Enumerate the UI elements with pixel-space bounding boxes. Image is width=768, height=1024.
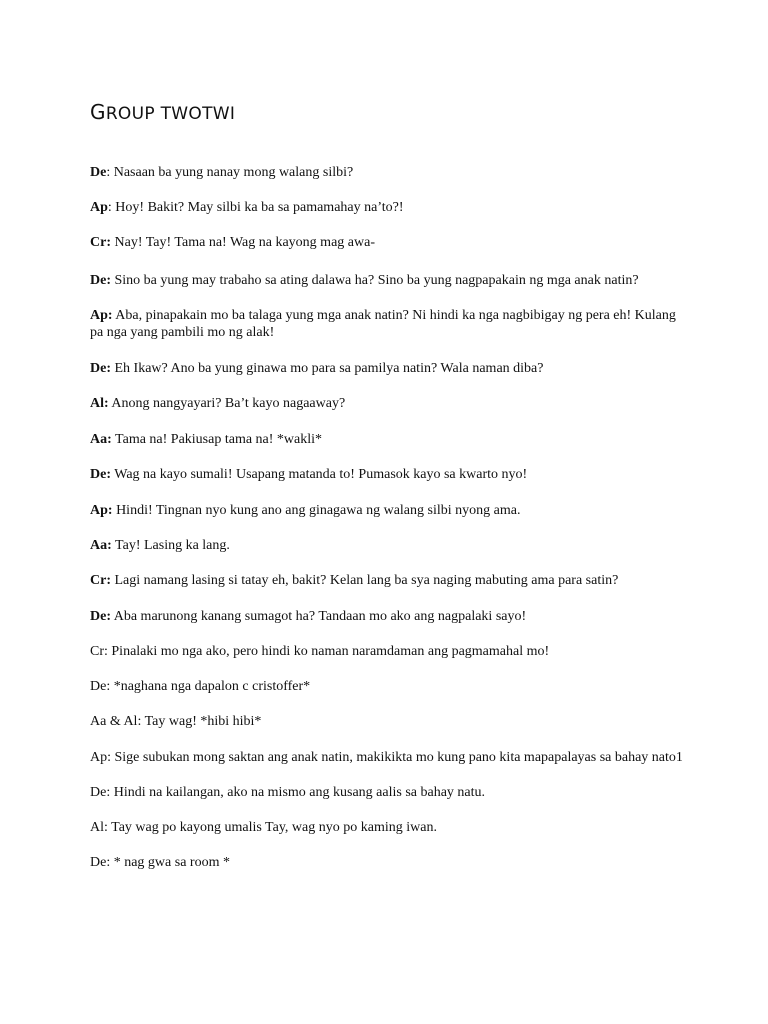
dialogue-line: [90, 819, 690, 836]
speaker: Ap:: [90, 503, 113, 518]
dialogue-line: De: Nasaan ba yung nanay mong walang silbi?: [90, 165, 354, 180]
dialogue-text: Hindi! Tingnan nyo kung ano ang ginagawa ng walang silbi nyong ama.: [112, 503, 521, 518]
speaker: De:: [90, 273, 111, 288]
dialogue-line: [90, 360, 690, 377]
speaker: Ap:: [90, 308, 113, 323]
dialogue-text: Aba, pinapakain mo ba talaga yung mga anak natin? Ni hindi ka nga nagbibigay ng pera eh! Kulang pa nga yang pambili mo ng alak!: [90, 308, 676, 340]
dialogue-line: [90, 749, 690, 766]
title-initial: G: [90, 100, 106, 124]
dialogue-text: De: * nag gwa sa room *: [90, 855, 230, 870]
dialogue-line: [90, 608, 690, 625]
dialogue-line: [90, 784, 690, 801]
dialogue-text: Nasaan ba yung nanay mong walang silbi?: [110, 165, 354, 180]
speaker: De: [90, 165, 107, 180]
dialogue-line: [90, 272, 690, 289]
dialogue-text: Wag na kayo sumali! Usapang matanda to! Pumasok kayo sa kwarto nyo!: [111, 467, 528, 482]
dialogue-line: [90, 395, 690, 412]
dialogue-line: [90, 572, 690, 589]
dialogue-line: [90, 713, 690, 730]
dialogue-line: [90, 466, 690, 483]
speaker: Aa:: [90, 538, 112, 553]
dialogue-text: Nay! Tay! Tama na! Wag na kayong mag awa-: [111, 235, 375, 250]
dialogue-line: [90, 307, 690, 341]
dialogue-text: Tay! Lasing ka lang.: [111, 538, 230, 553]
speaker: De:: [90, 609, 111, 624]
speaker: Al:: [90, 396, 109, 411]
dialogue-text: Lagi namang lasing si tatay eh, bakit? Kelan lang ba sya naging mabuting ama para satin?: [111, 573, 619, 588]
title-rest: ROUP TWOTWI: [105, 104, 236, 124]
dialogue-text: Al: Tay wag po kayong umalis Tay, wag nyo po kaming iwan.: [90, 820, 437, 835]
dialogue-line: Ap: Hoy! Bakit? May silbi ka ba sa pamamahay na’to?!: [90, 200, 404, 215]
dialogue-text: Aba marunong kanang sumagot ha? Tandaan mo ako ang nagpalaki sayo!: [111, 609, 527, 624]
dialogue-text: Sino ba yung may trabaho sa ating dalawa ha? Sino ba yung nagpapakain ng mga anak natin?: [111, 273, 639, 288]
dialogue-text: Eh Ikaw? Ano ba yung ginawa mo para sa pamilya natin? Wala naman diba?: [111, 361, 544, 376]
speaker: De:: [90, 467, 111, 482]
dialogue-text: Anong nangyayari? Ba’t kayo nagaaway?: [108, 396, 346, 411]
dialogue-line: [90, 854, 690, 871]
speaker: Ap: [90, 200, 108, 215]
dialogue-line: [90, 537, 690, 554]
dialogue-text: Tama na! Pakiusap tama na! *wakli*: [111, 432, 323, 447]
dialogue-line: [90, 643, 690, 660]
dialogue-line: [90, 234, 690, 251]
speaker: Aa:: [90, 432, 112, 447]
dialogue-text: Hoy! Bakit? May silbi ka ba sa pamamahay na’to?!: [111, 200, 404, 215]
dialogue-text: Ap: Sige subukan mong saktan ang anak natin, makikikta mo kung pano kita mapapalayas sa bahay nato1: [90, 750, 683, 765]
dialogue-line: [90, 678, 690, 695]
dialogue-line: [90, 431, 690, 448]
speaker: De:: [90, 361, 111, 376]
dialogue-line: [90, 502, 690, 519]
dialogue-text: Cr: Pinalaki mo nga ako, pero hindi ko naman naramdaman ang pagmamahal mo!: [90, 644, 550, 659]
dialogue-text: De: *naghana nga dapalon c cristoffer*: [90, 679, 311, 694]
dialogue-text: Aa & Al: Tay wag! *hibi hibi*: [90, 714, 262, 729]
document-title: [90, 100, 235, 124]
dialogue-text: De: Hindi na kailangan, ako na mismo ang kusang aalis sa bahay natu.: [90, 785, 486, 800]
speaker: Cr:: [90, 573, 111, 588]
speaker: Cr:: [90, 235, 111, 250]
